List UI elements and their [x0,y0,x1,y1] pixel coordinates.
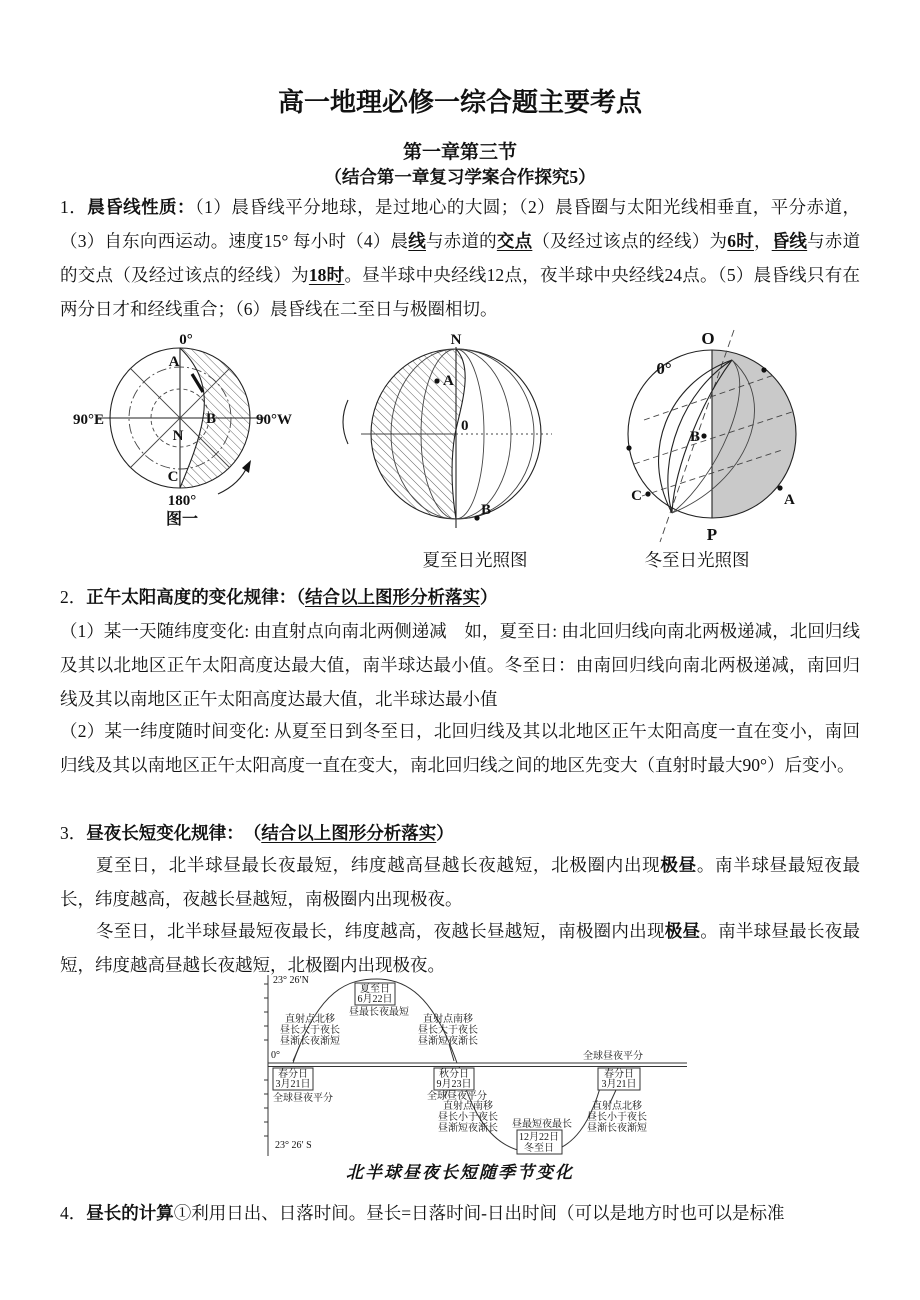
chart-winter-note: 昼最短夜最长 [512,1119,572,1130]
paragraph-1: 1．晨昏线性质：（1）晨昏线平分地球，是过地心的大圆；（2）晨昏圈与太阳光线相垂直，平分赤道，（3）自东向西运动。速度15° 每小时（4）晨线与赤道的交点（及经过该点的经线）为6时，昏线与赤道的交点（及经过该点的经线）为18时。昼半球中央经线12点，夜半球中央经线24点。（5）晨昏线只有在两分日才和经线重合；（6）晨昏线在二至日与极圈相切。 [60,197,861,319]
chart-note-ne-3: 昼渐短夜渐长 [418,1036,478,1047]
chart-spring-left-title: 春分日 [278,1069,308,1080]
seasonal-daylength-chart [253,970,693,1162]
fig2-label-b: B [481,502,492,518]
chart-note-se-2: 昼长小于夜长 [587,1112,647,1123]
chart-note-ne-1: 直射点南移 [423,1014,473,1025]
paragraph-3a: 夏至日，北半球昼最长夜最短，纬度越高昼越长夜越短，北极圈内出现极昼。南半球昼最短夜最长，纬度越高，夜越长昼越短，南极圈内出现极夜。 [60,855,861,909]
figure-3-winter-solstice-diagram [612,328,827,553]
fig1-side-arc [343,400,348,444]
fig2-point-b [474,515,479,520]
fig1-label-90w: 90°W [256,412,292,428]
chart-winter-date: 12月22日 [519,1132,559,1143]
fig3-label-a: A [784,492,795,508]
chart-equal-mid: 全球昼夜平分 [427,1091,487,1102]
section-3-heading: 3．昼夜长短变化规律： （结合以上图形分析落实） [60,823,454,843]
fig3-label-0deg: 0° [656,359,672,378]
fig3-point-b [701,433,706,438]
chart-note-se-1: 直射点北移 [592,1101,642,1112]
fig3-point-c [645,491,650,496]
fig3-point-limb [626,445,631,450]
chapter-subheading: （结合第一章复习学案合作探究5） [324,167,596,187]
chart-lat-bottom: 23° 26′ S [275,1140,312,1151]
paragraph-2a: （1）某一天随纬度变化: 由直射点向南北两侧递减 如，夏至日: 由北回归线向南北两极递减，北回归线及其以北地区正午太阳高度达最大值，南半球达最小值。冬至日：由南回归线向南北两极递减，南回归线及其以南地区正午太阳高度达最大值，北半球达最小值 [60,621,860,709]
chart-note-nw-3: 昼渐长夜渐短 [280,1036,340,1047]
chart-equal-right: 全球昼夜平分 [583,1051,643,1062]
page-title: 高一地理必修一综合题主要考点 [277,88,642,117]
chart-note-nw-2: 昼长大于夜长 [280,1025,340,1036]
chart-note-sw-1: 直射点南移 [443,1101,493,1112]
section-2-heading: 2．正午太阳高度的变化规律：（结合以上图形分析落实） [60,587,498,607]
fig3-label-c: C [631,488,642,504]
fig3-caption: 冬至日光照图 [644,550,750,570]
fig1-rotation-arrowhead [242,460,251,473]
fig3-label-o: O [701,329,715,348]
paragraph-2b: （2）某一纬度随时间变化: 从夏至日到冬至日，北回归线及其以北地区正午太阳高度一直在变小，南回归线及其以南地区正午太阳高度一直在变大，南北回归线之间的地区先变大（直射时最大90°）后变小。 [60,721,860,775]
chart-lat-top: 23° 26′N [273,975,309,986]
fig2-label-0: 0 [461,418,469,434]
chart-summer-title: 夏至日 [360,984,390,995]
seasonal-chart-caption: 北半球昼夜长短随季节变化 [346,1163,574,1182]
chart-equal-left: 全球昼夜平分 [273,1093,333,1104]
chart-spring-right-date: 3月21日 [601,1079,637,1090]
chart-pointer-nw [293,1045,300,1061]
fig2-point-a [434,378,439,383]
chart-summer-note: 昼最长夜最短 [349,1007,409,1018]
chart-autumn-title: 秋分日 [439,1069,469,1080]
fig2-label-a: A [443,373,454,389]
chart-autumn-date: 9月23日 [436,1079,472,1090]
chart-spring-right-title: 春分日 [604,1069,634,1080]
fig1-label-c: C [167,469,179,485]
fig1-label-b: B [206,411,217,427]
fig3-label-p: P [706,525,718,544]
chart-note-ne-2: 昼长大于夜长 [418,1025,478,1036]
fig1-label-a: A [168,354,180,370]
fig2-label-n: N [450,332,462,348]
paragraph-3b: 冬至日，北半球昼最短夜最长，纬度越高，夜越长昼越短，南极圈内出现极昼。南半球昼最长夜最短，纬度越高昼越长夜越短，北极圈内出现极夜。 [60,921,861,975]
fig1-label-n: N [172,428,184,444]
fig2-caption: 夏至日光照图 [422,550,528,570]
fig1-caption: 图一 [165,511,199,528]
paragraph-4: 4．昼长的计算①利用日出、日落时间。昼长=日落时间-日出时间（可以是地方时也可以是标准 [60,1203,785,1223]
fig1-label-90e: 90°E [72,412,104,428]
fig3-point-top [761,367,766,372]
figure-2-summer-solstice-diagram [358,332,563,552]
chart-lat-zero: 0° [271,1050,280,1061]
chart-summer-date: 6月22日 [357,994,393,1005]
chart-spring-left-date: 3月21日 [275,1079,311,1090]
chapter-heading: 第一章第三节 [402,142,517,163]
fig3-label-b: B [689,429,700,445]
chart-winter-title: 冬至日 [524,1143,554,1154]
chart-axis-ticks [264,984,268,1136]
figure-1-polar-diagram [70,330,370,530]
fig1-label-180deg: 180° [167,493,197,509]
chart-note-nw-1: 直射点北移 [285,1014,335,1025]
fig1-label-0deg: 0° [179,332,193,348]
chart-note-sw-3: 昼渐短夜渐长 [438,1123,498,1134]
fig3-point-a [777,485,782,490]
chart-note-sw-2: 昼长小于夜长 [438,1112,498,1123]
chart-note-se-3: 昼渐长夜渐短 [587,1123,647,1134]
